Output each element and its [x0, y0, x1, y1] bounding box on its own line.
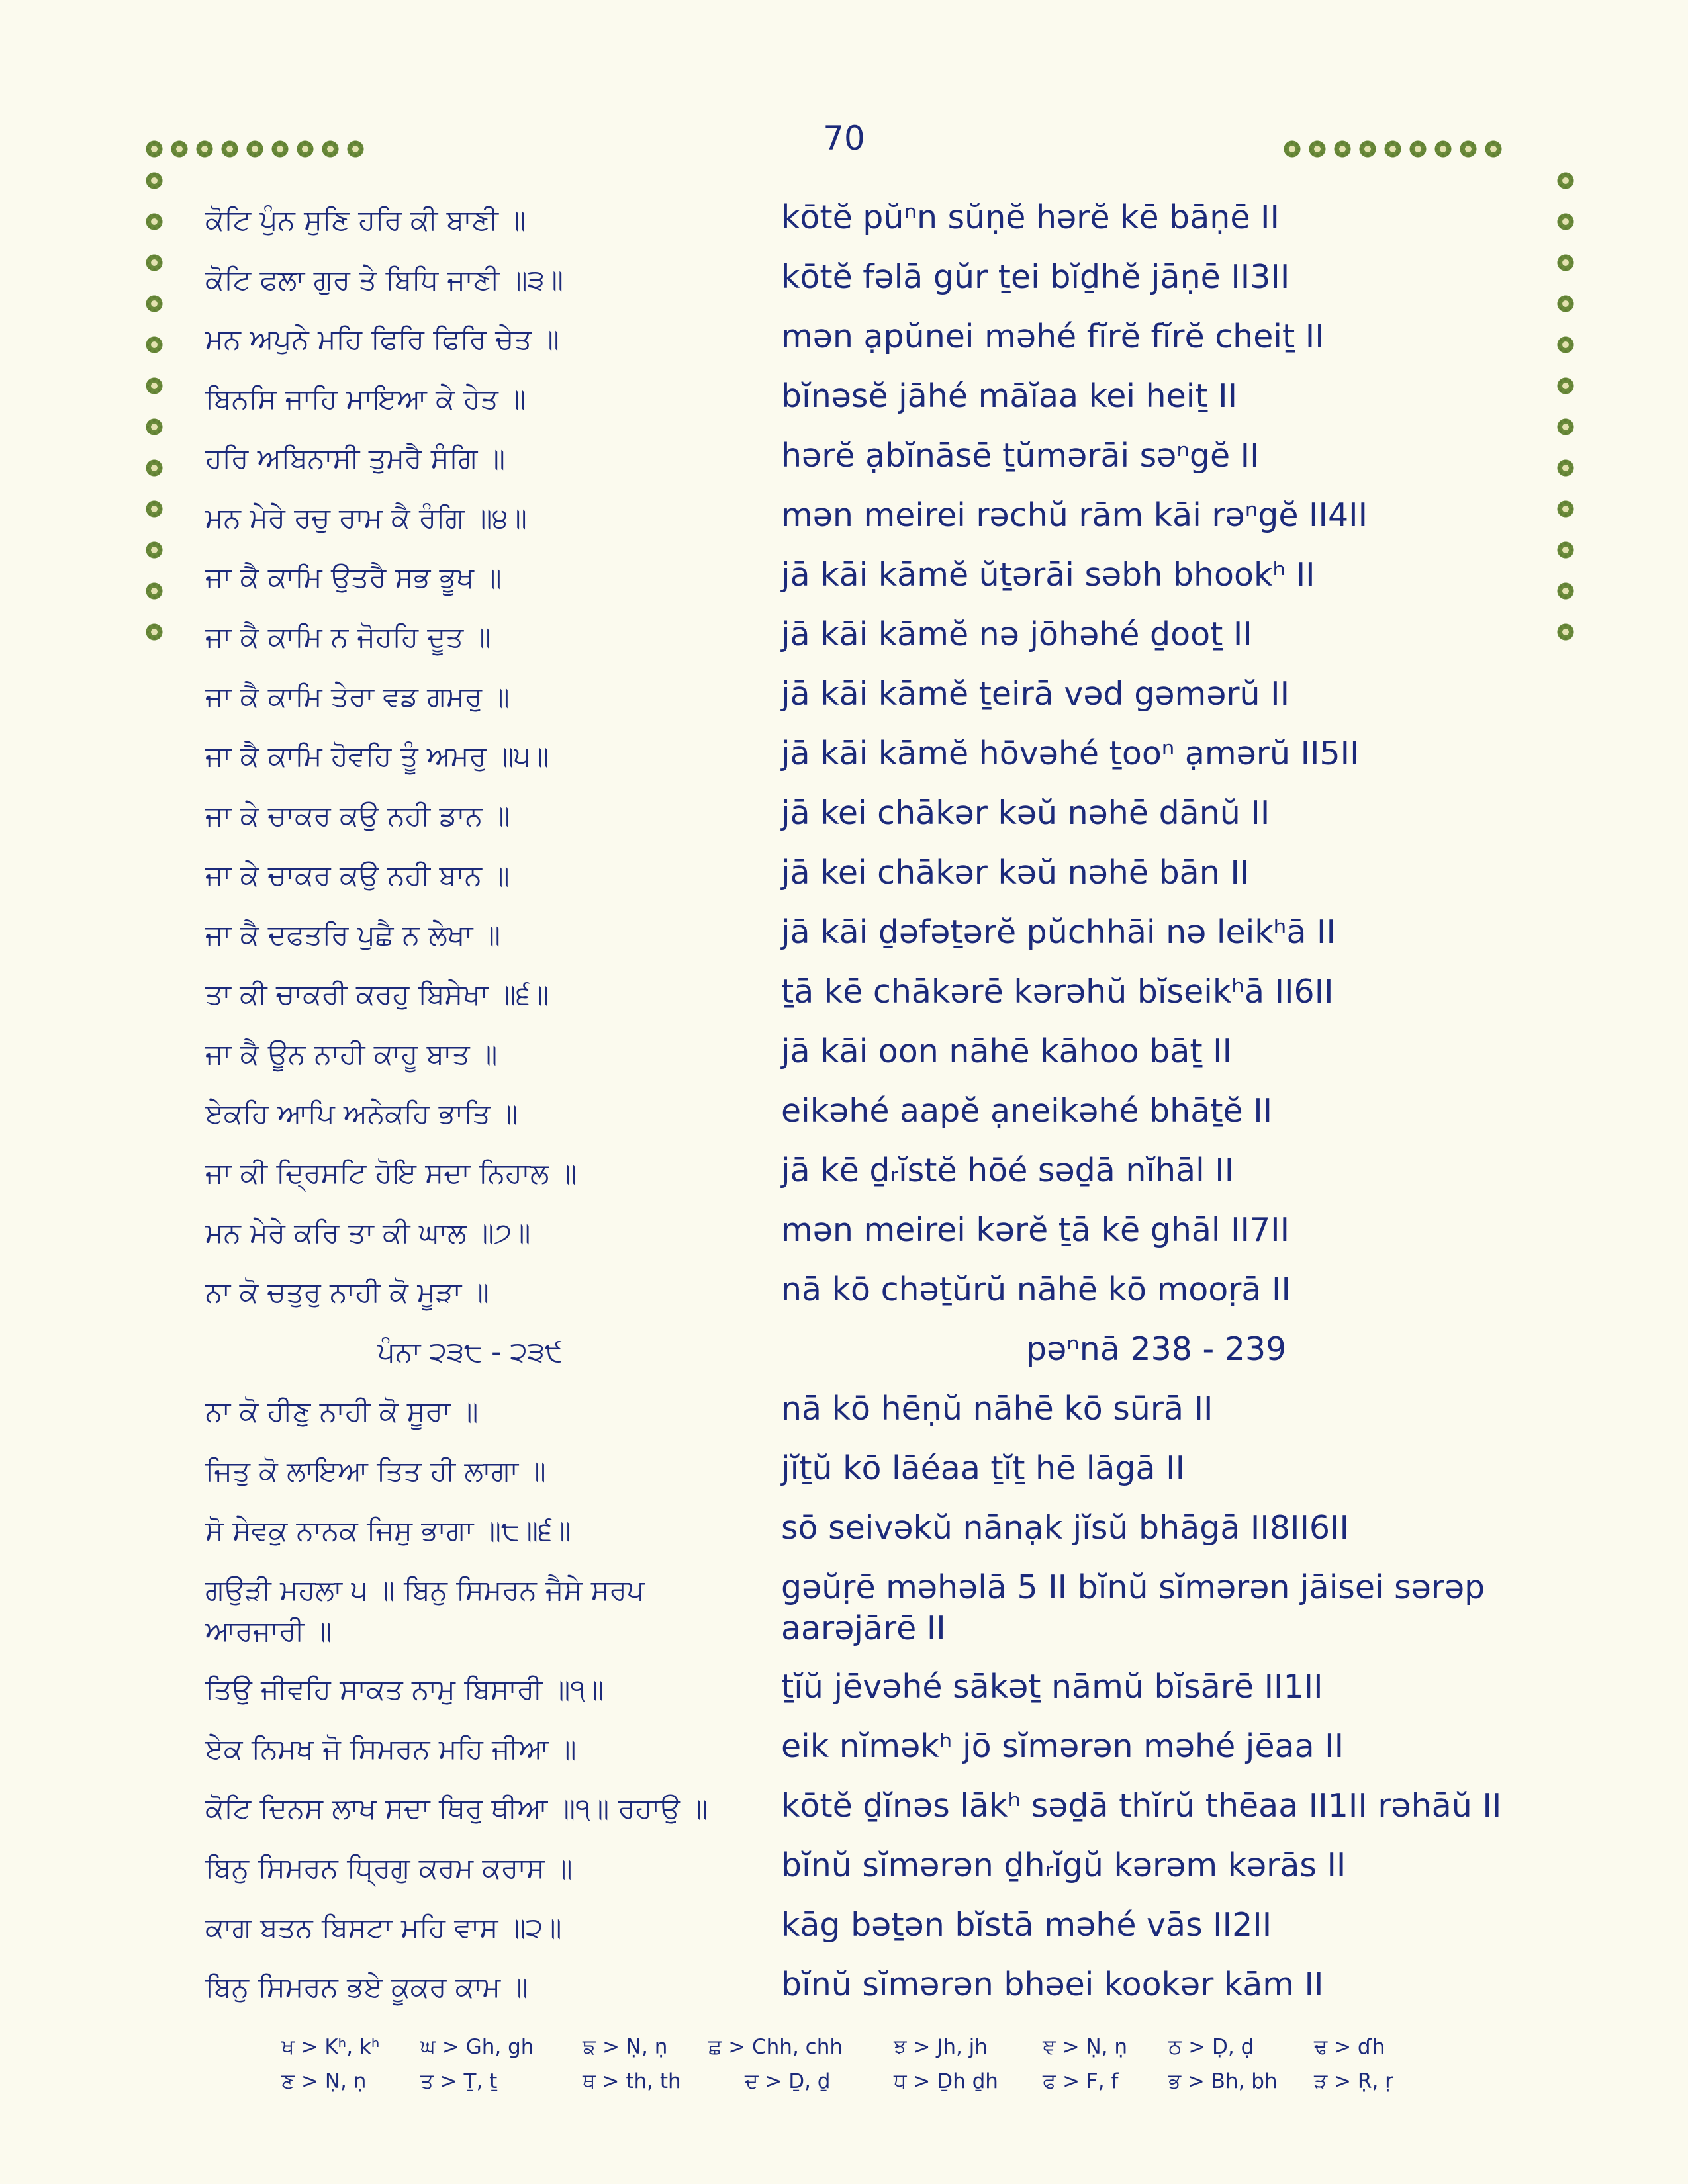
legend-item: ਝ > Jh, jh — [894, 2035, 988, 2059]
flower-icon — [295, 139, 315, 159]
verse-line — [0, 430, 1688, 490]
gurmukhi-text: ਜਾ ਕੇ ਚਾਕਰ ਕਉ ਨਹੀ ਡਾਨ ॥ — [205, 799, 510, 832]
transliteration-text: eikəhé aapĕ ạneikəhé bhāṯĕ II — [781, 1092, 1273, 1130]
transliteration-text: kōtĕ pŭⁿn sŭṇĕ hərĕ kē bāṇē II — [781, 199, 1280, 236]
verse-line — [0, 371, 1688, 430]
verse-line — [0, 1780, 1688, 1840]
verse-line — [0, 1443, 1688, 1502]
verse-line — [0, 847, 1688, 907]
legend-item: ਦ > Ḏ, ḏ — [745, 2070, 831, 2093]
verse-line — [0, 609, 1688, 668]
gurmukhi-text: ਜਾ ਕੈ ਕਾਮਿ ਹੋਵਹਿ ਤੂੰ ਅਮਰੁ ॥੫॥ — [205, 740, 549, 772]
gurmukhi-text: ਜਾ ਕੇ ਚਾਕਰ ਕਉ ਨਹੀ ਬਾਨ ॥ — [205, 859, 510, 891]
verse-line — [0, 1205, 1688, 1264]
verse-line — [0, 251, 1688, 311]
verse-line — [0, 907, 1688, 966]
legend-item: ਛ > Chh, chh — [708, 2035, 843, 2059]
legend-item: ਫ > F, f — [1043, 2070, 1119, 2093]
transliteration-text: eik nĭməkʰ jō sĭmərən məhé jēaa II — [781, 1727, 1344, 1765]
gurmukhi-text: ਬਿਨਸਿ ਜਾਹਿ ਮਾਇਆ ਕੇ ਹੇਤ ॥ — [205, 383, 526, 415]
transliteration-text: jā kāi kāmĕ hōvəhé ṯooⁿ ạmərŭ II5II — [781, 735, 1360, 772]
flower-icon — [270, 139, 290, 159]
transliteration-text: jā kē ḏᵣĭstĕ hōé səḏā nĭhāl II — [781, 1152, 1235, 1189]
flower-icon — [1307, 139, 1327, 159]
flower-icon — [1408, 139, 1428, 159]
verse-line — [0, 549, 1688, 609]
flower-icon — [320, 139, 340, 159]
gurmukhi-text: ਜਾ ਕੈ ਕਾਮਿ ਨ ਜੋਹਹਿ ਦੂਤ ॥ — [205, 621, 491, 653]
transliteration-text: bĭnŭ sĭmərən ḏhᵣĭgŭ kərəm kərās II — [781, 1846, 1346, 1884]
top-left-flower-border — [144, 139, 365, 159]
legend-item: ਖ > Kʰ, kʰ — [281, 2035, 380, 2059]
transliteration-text: jā kāi ḏəfəṯərĕ pŭchhāi nə leikʰā II — [781, 913, 1336, 951]
flower-icon — [195, 139, 214, 159]
verse-line — [0, 1145, 1688, 1205]
transliteration-text: bĭnəsĕ jāhé māĭaa kei heiṯ II — [781, 377, 1238, 415]
gurmukhi-page-reference: ਪੰਨਾ ੨੩੮ - ੨੩੯ — [377, 1336, 563, 1368]
gurmukhi-text: ਤਿਉ ਜੀਵਹਿ ਸਾਕਤ ਨਾਮੁ ਬਿਸਾਰੀ ॥੧॥ — [205, 1673, 604, 1706]
transliteration-text: sō seivəkŭ nānạk jĭsŭ bhāgā II8II6II — [781, 1509, 1349, 1547]
flower-icon — [169, 139, 189, 159]
gurmukhi-text: ਜਾ ਕੈ ਕਾਮਿ ਉਤਰੈ ਸਭ ਭੂਖ ॥ — [205, 561, 502, 594]
transliteration-legend — [281, 2035, 1473, 2104]
legend-item: ਘ > Gh, gh — [420, 2035, 534, 2059]
transliteration-text: jā kei chākər kəŭ nəhē dānŭ II — [781, 794, 1270, 832]
gurmukhi-text: ਮਨ ਮੇਰੇ ਰਚੁ ਰਾਮ ਕੈ ਰੰਗਿ ॥੪॥ — [205, 502, 527, 534]
transliteration-text: ṯā kē chākərē kərəhŭ bĭseikʰā II6II — [781, 973, 1334, 1011]
flower-icon — [1458, 139, 1478, 159]
transliteration-text: jā kāi oon nāhē kāhoo bāṯ II — [781, 1032, 1233, 1070]
verse-line — [0, 1264, 1688, 1324]
gurmukhi-text: ਬਿਨੁ ਸਿਮਰਨ ਧ੍ਰਿਗੁ ਕਰਮ ਕਰਾਸ ॥ — [205, 1852, 573, 1884]
gurmukhi-text: ਕੋਟਿ ਪੁੰਨ ਸੁਣਿ ਹਰਿ ਕੀ ਬਾਣੀ ॥ — [205, 204, 526, 236]
flower-icon — [245, 139, 265, 159]
flower-icon — [1358, 139, 1378, 159]
gurmukhi-text: ਕੋਟਿ ਫਲਾ ਗੁਰ ਤੇ ਬਿਧਿ ਜਾਣੀ ॥੩॥ — [205, 263, 564, 296]
transliteration-text: mən meirei kərĕ ṯā kē ghāl II7II — [781, 1211, 1290, 1249]
verse-line — [0, 1026, 1688, 1085]
flower-icon — [1556, 171, 1575, 191]
top-right-flower-border — [1282, 139, 1503, 159]
legend-item: ਣ > Ṇ, ṇ — [281, 2070, 367, 2093]
gurmukhi-text: ਕਾਗ ਬਤਨ ਬਿਸਟਾ ਮਹਿ ਵਾਸ ॥੨॥ — [205, 1911, 562, 1944]
gurmukhi-text: ਮਨ ਅਪੁਨੇ ਮਹਿ ਫਿਰਿ ਫਿਰਿ ਚੇਤ ॥ — [205, 323, 559, 355]
verse-line — [0, 1502, 1688, 1562]
gurmukhi-text: ਜਾ ਕੈ ਊਨ ਨਾਹੀ ਕਾਹੂ ਬਾਤ ॥ — [205, 1038, 498, 1070]
verse-lines — [0, 192, 1688, 2019]
verse-line — [0, 490, 1688, 549]
verse-line — [0, 1383, 1688, 1443]
transliteration-page-reference: pəⁿnā 238 - 239 — [1026, 1330, 1287, 1368]
verse-line — [0, 1959, 1688, 2019]
transliteration-text: gəŭṛē məhəlā 5 II bĭnŭ sĭmərən jāisei sərəp aarəjārē II — [781, 1569, 1485, 1647]
flower-icon — [346, 139, 365, 159]
legend-item: ਥ > th, th — [583, 2070, 681, 2093]
verse-line — [0, 1899, 1688, 1959]
page-reference-line — [0, 1324, 1688, 1383]
verse-line — [0, 728, 1688, 788]
transliteration-text: hərĕ ạbĭnāsē ṯŭmərāi səⁿgĕ II — [781, 437, 1260, 475]
gurmukhi-text: ਨਾ ਕੋ ਹੀਣੁ ਨਾਹੀ ਕੋ ਸੂਰਾ ॥ — [205, 1395, 479, 1428]
verse-line — [0, 311, 1688, 371]
flower-icon — [1282, 139, 1302, 159]
verse-line — [0, 1661, 1688, 1721]
verse-line — [0, 788, 1688, 847]
verse-line — [0, 966, 1688, 1026]
verse-line — [0, 1840, 1688, 1899]
verse-line — [0, 668, 1688, 728]
gurmukhi-text: ਮਨ ਮੇਰੇ ਕਰਿ ਤਾ ਕੀ ਘਾਲ ॥੭॥ — [205, 1216, 531, 1249]
flower-icon — [1333, 139, 1352, 159]
verse-line — [0, 192, 1688, 251]
gurmukhi-text: ਜਾ ਕੈ ਦਫਤਰਿ ਪੁਛੈ ਨ ਲੇਖਾ ॥ — [205, 919, 501, 951]
transliteration-text: jā kei chākər kəŭ nəhē bān II — [781, 854, 1250, 891]
flower-icon — [1483, 139, 1503, 159]
legend-item: ਢ > ɗh — [1314, 2035, 1385, 2059]
transliteration-text: jā kāi kāmĕ ṯeirā vəd gəmərŭ II — [781, 675, 1290, 713]
transliteration-text: mən ạpŭnei məhé fĭrĕ fĭrĕ cheiṯ II — [781, 318, 1325, 355]
transliteration-text: jā kāi kāmĕ ŭṯərāi səbh bhookʰ II — [781, 556, 1315, 594]
legend-item: ਧ > Ḏh ḏh — [894, 2070, 998, 2093]
verse-line — [0, 1562, 1688, 1661]
verse-line — [0, 1721, 1688, 1780]
flower-icon — [144, 139, 164, 159]
transliteration-text: nā kō hēṇŭ nāhē kō sūrā II — [781, 1390, 1213, 1428]
gurmukhi-text: ਜਾ ਕੀ ਦ੍ਰਿਸਟਿ ਹੋਇ ਸਦਾ ਨਿਹਾਲ ॥ — [205, 1157, 577, 1189]
legend-item: ਤ > Ṯ, ṯ — [420, 2070, 498, 2093]
legend-row — [281, 2035, 1473, 2070]
gurmukhi-text: ਗਉੜੀ ਮਹਲਾ ੫ ॥ ਬਿਨੁ ਸਿਮਰਨ ਜੈਸੇ ਸਰਪ ਆਰਜਾਰੀ ॥ — [205, 1574, 645, 1647]
transliteration-text: mən meirei rəchŭ rām kāi rəⁿgĕ II4II — [781, 496, 1368, 534]
transliteration-text: kōtĕ ḏĭnəs lākʰ səḏā thĭrŭ thēaa II1II rəhāŭ II — [781, 1787, 1502, 1825]
legend-item: ਞ > Ṇ, ṇ — [1043, 2035, 1128, 2059]
legend-item: ੜ > Ṛ, ṛ — [1314, 2070, 1393, 2093]
flower-icon — [1383, 139, 1403, 159]
transliteration-text: ṯĭŭ jēvəhé sākəṯ nāmŭ bĭsārē II1II — [781, 1668, 1323, 1706]
flower-icon — [220, 139, 240, 159]
transliteration-text: jā kāi kāmĕ nə jōhəhé ḏooṯ II — [781, 615, 1252, 653]
transliteration-text: jĭṯŭ kō lāéaa ṯĭṯ hē lāgā II — [781, 1449, 1186, 1487]
transliteration-text: kōtĕ fəlā gŭr ṯei bĭḏhĕ jāṇē II3II — [781, 258, 1290, 296]
legend-row — [281, 2070, 1473, 2104]
transliteration-text: kāg bəṯən bĭstā məhé vās II2II — [781, 1906, 1272, 1944]
legend-item: ਠ > Ḍ, ḍ — [1168, 2035, 1254, 2059]
gurmukhi-text: ਏਕਹਿ ਆਪਿ ਅਨੇਕਹਿ ਭਾਤਿ ॥ — [205, 1097, 518, 1130]
gurmukhi-text: ਬਿਨੁ ਸਿਮਰਨ ਭਏ ਕੂਕਰ ਕਾਮ ॥ — [205, 1971, 528, 2003]
gurmukhi-text: ਜਿਤੁ ਕੋ ਲਾਇਆ ਤਿਤ ਹੀ ਲਾਗਾ ॥ — [205, 1455, 546, 1487]
gurmukhi-text: ਸੋ ਸੇਵਕੁ ਨਾਨਕ ਜਿਸੁ ਭਾਗਾ ॥੮॥੬॥ — [205, 1514, 571, 1547]
gurmukhi-text: ਜਾ ਕੈ ਕਾਮਿ ਤੇਰਾ ਵਡ ਗਮਰੁ ॥ — [205, 680, 510, 713]
legend-item: ਭ > Bh, bh — [1168, 2070, 1278, 2093]
gurmukhi-text: ਏਕ ਨਿਮਖ ਜੋ ਸਿਮਰਨ ਮਹਿ ਜੀਆ ॥ — [205, 1733, 577, 1765]
flower-icon — [1433, 139, 1453, 159]
transliteration-text: bĭnŭ sĭmərən bhəei kookər kām II — [781, 1966, 1324, 2003]
gurmukhi-text: ਤਾ ਕੀ ਚਾਕਰੀ ਕਰਹੁ ਬਿਸੇਖਾ ॥੬॥ — [205, 978, 549, 1011]
legend-item: ਙ > Ṇ, ṇ — [583, 2035, 668, 2059]
flower-icon — [144, 171, 164, 191]
gurmukhi-text: ਹਰਿ ਅਬਿਨਾਸੀ ਤੁਮਰੈ ਸੰਗਿ ॥ — [205, 442, 506, 475]
page-number: 70 — [823, 119, 865, 158]
gurmukhi-text: ਨਾ ਕੋ ਚਤੁਰੁ ਨਾਹੀ ਕੋ ਮੂੜਾ ॥ — [205, 1276, 489, 1308]
transliteration-text: nā kō chəṯŭrŭ nāhē kō mooṛā II — [781, 1271, 1291, 1308]
verse-line — [0, 1085, 1688, 1145]
gurmukhi-text: ਕੋਟਿ ਦਿਨਸ ਲਾਖ ਸਦਾ ਥਿਰੁ ਥੀਆ ॥੧॥ ਰਹਾਉ ॥ — [205, 1792, 708, 1825]
